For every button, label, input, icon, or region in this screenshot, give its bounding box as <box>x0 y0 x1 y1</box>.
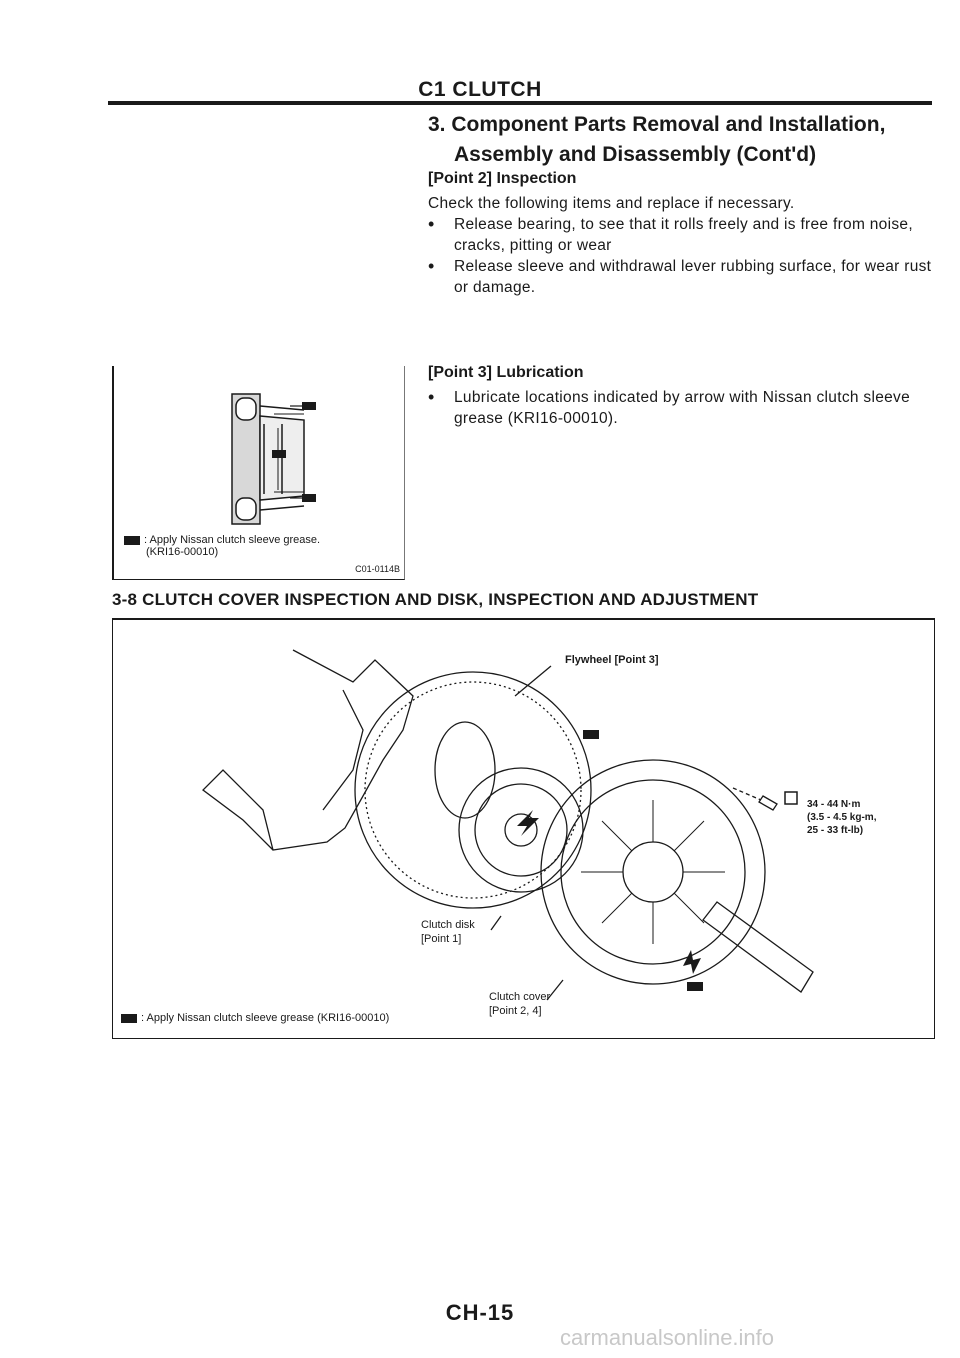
clutch-cover-outer <box>541 760 765 984</box>
figure1-caption <box>124 534 320 558</box>
header-rule <box>108 101 932 105</box>
section-title-line2: Assembly and Disassembly (Cont'd) <box>454 143 817 166</box>
clutch-exploded-figure <box>112 618 935 1039</box>
point2-list <box>428 214 938 298</box>
section-title-line1: 3. Component Parts Removal and Installation, <box>428 113 886 136</box>
torque-line1: 34 - 44 N·m <box>807 799 861 810</box>
grease-icon <box>121 1014 137 1023</box>
point3-heading: [Point 3] Lubrication <box>428 364 584 381</box>
torque-spec <box>807 798 876 837</box>
clutch-disk-outer <box>459 768 583 892</box>
point2-block <box>428 170 938 298</box>
clutch-cover-line2: [Point 2, 4] <box>489 1005 542 1017</box>
point2-bullet-1: • Release bearing, to see that it rolls freely and is free from noise, cracks, pitting or wear <box>428 214 938 256</box>
chapter-title: C1 CLUTCH <box>418 78 542 101</box>
flywheel-label: Flywheel [Point 3] <box>565 654 659 666</box>
point3-list <box>428 387 938 429</box>
point2-bullet-2: • Release sleeve and withdrawal lever rubbing surface, for wear rust or damage. <box>428 256 938 298</box>
grease-icon <box>124 536 140 545</box>
figure2-caption <box>121 1012 389 1024</box>
figure2-caption-text: : Apply Nissan clutch sleeve grease (KRI16-00010) <box>141 1012 390 1024</box>
point2-heading: [Point 2] Inspection <box>428 170 577 187</box>
watermark: carmanualsonline.info <box>560 1325 775 1350</box>
release-bearing-figure <box>112 366 405 580</box>
torque-wrench-icon <box>785 792 797 804</box>
clutch-disk-line2: [Point 1] <box>421 933 462 945</box>
section-title <box>428 110 938 170</box>
figure1-caption-line2: (KRI16-00010) <box>146 546 219 558</box>
flywheel-leader <box>515 666 551 696</box>
clutch-cover-label <box>489 990 550 1018</box>
arrow-icon-2 <box>683 950 701 974</box>
grease-badge-2 <box>272 450 286 458</box>
figure1-caption-line1: : Apply Nissan clutch sleeve grease. <box>144 534 321 546</box>
torque-line2: (3.5 - 4.5 kg-m, <box>807 812 877 823</box>
grease-badge-shaft <box>687 982 703 991</box>
clutch-disk-leader <box>491 916 501 930</box>
grease-badge-disk <box>583 730 599 739</box>
page-number: CH-15 <box>445 1300 515 1325</box>
grease-badge-1 <box>302 402 316 410</box>
grease-badge-3 <box>302 494 316 502</box>
clutch-disk-line1: Clutch disk <box>421 919 475 931</box>
point3-block <box>428 364 938 429</box>
figure1-code: C01-0114B <box>355 564 400 574</box>
subsection-title: 3-8 CLUTCH COVER INSPECTION AND DISK, INSPECTION AND ADJUSTMENT <box>112 590 759 609</box>
clutch-cover-line1: Clutch cover <box>489 991 551 1003</box>
clutch-disk-label <box>421 918 475 946</box>
point2-intro: Check the following items and replace if necessary. <box>428 195 795 212</box>
point3-bullet-1: • Lubricate locations indicated by arrow with Nissan clutch sleeve grease (KRI16-00010). <box>428 387 938 429</box>
torque-line3: 25 - 33 ft-lb) <box>807 825 864 836</box>
